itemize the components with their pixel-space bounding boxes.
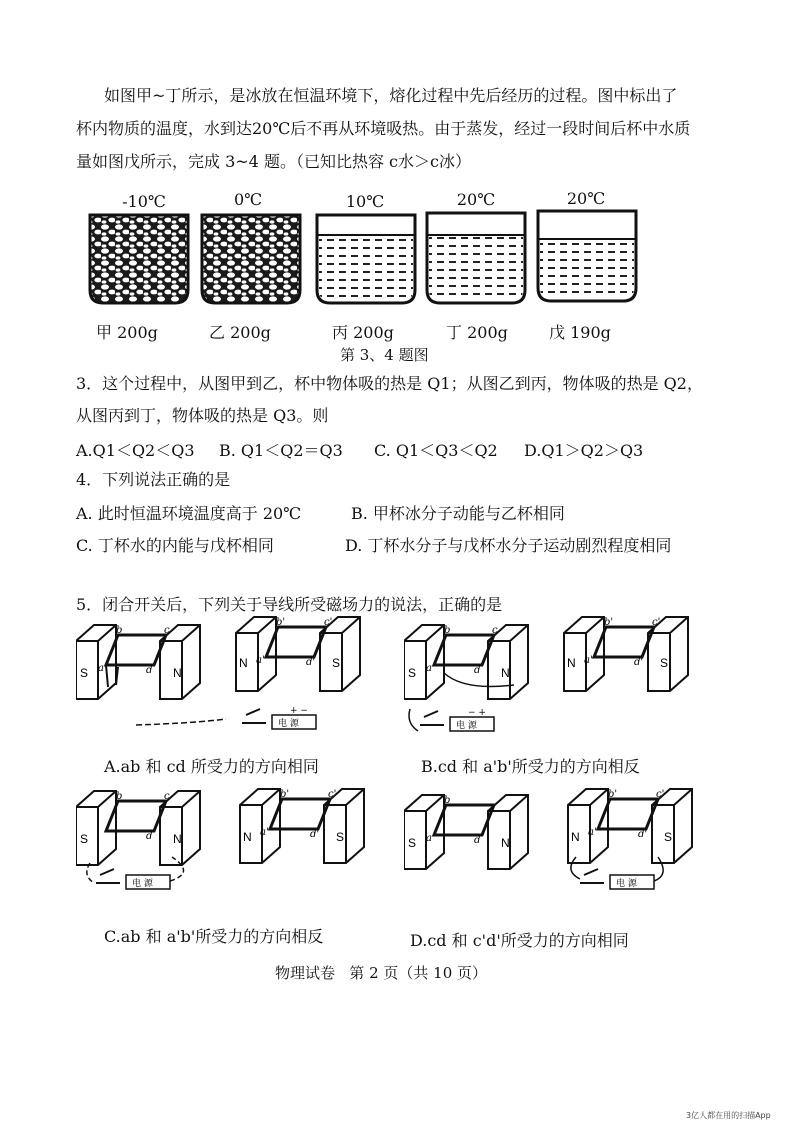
q4-option-b: B. 甲杯冰分子动能与乙杯相同 xyxy=(351,504,565,523)
q3-option-b: B. Q1＜Q2＝Q3 xyxy=(219,441,343,460)
q3-stem-line-2: 从图丙到丁，物体吸的热是 Q3。则 xyxy=(76,406,329,425)
cup-label: 丙 200g xyxy=(332,323,394,342)
cup-label: 甲 200g xyxy=(96,323,158,342)
cup-label: 戊 190g xyxy=(549,323,611,342)
svg-text:+ −: + − xyxy=(290,706,308,716)
cup-water-wu xyxy=(535,208,639,304)
q5-option-b: B.cd 和 a'b'所受力的方向相反 xyxy=(421,757,640,776)
svg-text:b': b' xyxy=(604,617,614,628)
svg-text:b: b xyxy=(444,795,451,806)
q4-stem: 4．下列说法正确的是 xyxy=(76,470,231,489)
svg-text:S: S xyxy=(80,666,89,680)
q3-option-a: A.Q1＜Q2＜Q3 xyxy=(76,441,195,460)
svg-text:a: a xyxy=(426,663,432,674)
cup-temp: 10℃ xyxy=(345,192,385,211)
cup-ice-jia xyxy=(87,212,191,306)
svg-text:b: b xyxy=(116,625,123,636)
svg-text:c': c' xyxy=(328,789,337,800)
q5-diagram-d xyxy=(404,785,694,897)
q3-option-c: C. Q1＜Q3＜Q2 xyxy=(374,441,498,460)
svg-text:b': b' xyxy=(276,617,286,628)
cup-label: 乙 200g xyxy=(209,323,271,342)
svg-text:a: a xyxy=(98,663,104,674)
svg-text:S: S xyxy=(660,656,669,670)
cup-water-ding xyxy=(424,210,528,306)
svg-text:N: N xyxy=(501,836,510,850)
svg-text:N: N xyxy=(173,666,182,680)
q5-diagram-b xyxy=(404,613,694,745)
svg-text:S: S xyxy=(332,656,341,670)
svg-text:a': a' xyxy=(260,827,269,838)
q5-stem: 5．闭合开关后，下列关于导线所受磁场力的说法，正确的是 xyxy=(76,595,503,614)
svg-text:S: S xyxy=(408,836,417,850)
svg-text:a': a' xyxy=(588,827,597,838)
svg-text:c: c xyxy=(492,625,498,636)
cup-temp: 0℃ xyxy=(233,190,263,209)
svg-text:d: d xyxy=(146,831,153,842)
svg-text:c: c xyxy=(164,791,170,802)
cup-temp: -10℃ xyxy=(122,192,166,211)
svg-text:d': d' xyxy=(634,657,644,668)
cup-temp: 20℃ xyxy=(456,190,496,209)
svg-text:N: N xyxy=(571,830,580,844)
figure-caption: 第 3、4 题图 xyxy=(340,346,429,364)
svg-text:S: S xyxy=(80,832,89,846)
svg-text:b': b' xyxy=(608,789,618,800)
q3-option-d: D.Q1＞Q2＞Q3 xyxy=(524,441,644,460)
svg-text:d: d xyxy=(474,835,481,846)
svg-text:N: N xyxy=(243,830,252,844)
svg-text:d: d xyxy=(146,665,153,676)
svg-text:a: a xyxy=(426,833,432,844)
svg-text:N: N xyxy=(239,656,248,670)
svg-text:N: N xyxy=(567,656,576,670)
svg-text:N: N xyxy=(501,666,510,680)
svg-text:d': d' xyxy=(638,829,648,840)
svg-text:d: d xyxy=(474,665,481,676)
q3-stem-line-1: 3．这个过程中，从图甲到乙，杯中物体吸的热是 Q1；从图乙到丙，物体吸的热是 Q2， xyxy=(76,374,703,393)
svg-text:d': d' xyxy=(306,657,316,668)
svg-text:S: S xyxy=(408,666,417,680)
svg-text:S: S xyxy=(336,830,345,844)
q5-diagram-a xyxy=(76,615,366,745)
q5-option-c: C.ab 和 a'b'所受力的方向相反 xyxy=(104,927,324,946)
svg-text:c': c' xyxy=(324,617,333,628)
svg-text:b: b xyxy=(116,791,123,802)
svg-text:电 源: 电 源 xyxy=(616,879,637,889)
svg-text:c': c' xyxy=(656,789,665,800)
svg-text:a': a' xyxy=(584,655,593,666)
intro-line-3: 量如图戊所示，完成 3~4 题。（已知比热容 c水＞c冰） xyxy=(76,152,471,171)
cup-ice-yi xyxy=(199,212,303,306)
intro-line-2: 杯内物质的温度，水到达20℃后不再从环境吸热。由于蒸发，经过一段时间后杯中水质 xyxy=(76,119,691,138)
svg-text:电 源: 电 源 xyxy=(132,879,153,889)
svg-text:a': a' xyxy=(256,655,265,666)
page-footer: 物理试卷 第 2 页（共 10 页） xyxy=(275,964,488,982)
svg-text:N: N xyxy=(173,832,182,846)
svg-text:d': d' xyxy=(310,829,320,840)
q5-option-a: A.ab 和 cd 所受力的方向相同 xyxy=(104,757,319,776)
svg-text:c': c' xyxy=(652,617,661,628)
intro-line-1: 如图甲~丁所示，是冰放在恒温环境下，熔化过程中先后经历的过程。图中标出了 xyxy=(104,86,678,105)
svg-text:b: b xyxy=(444,625,451,636)
svg-text:b': b' xyxy=(280,789,290,800)
svg-text:c: c xyxy=(164,625,170,636)
cup-water-bing xyxy=(314,212,418,306)
svg-text:电 源: 电 源 xyxy=(278,719,299,729)
svg-text:S: S xyxy=(664,830,673,844)
svg-text:− +: − + xyxy=(468,708,486,718)
q4-option-a: A. 此时恒温环境温度高于 20℃ xyxy=(76,504,302,523)
cup-temp: 20℃ xyxy=(566,189,606,208)
q4-option-c: C. 丁杯水的内能与戊杯相同 xyxy=(76,536,274,555)
q5-option-d: D.cd 和 c'd'所受力的方向相同 xyxy=(410,931,629,950)
q4-option-d: D. 丁杯水分子与戊杯水分子运动剧烈程度相同 xyxy=(345,536,672,555)
scanner-watermark: 3亿人都在用的扫描App xyxy=(686,1111,771,1120)
q5-diagram-c xyxy=(76,785,366,897)
cup-label: 丁 200g xyxy=(446,323,508,342)
svg-text:电 源: 电 源 xyxy=(456,721,477,731)
